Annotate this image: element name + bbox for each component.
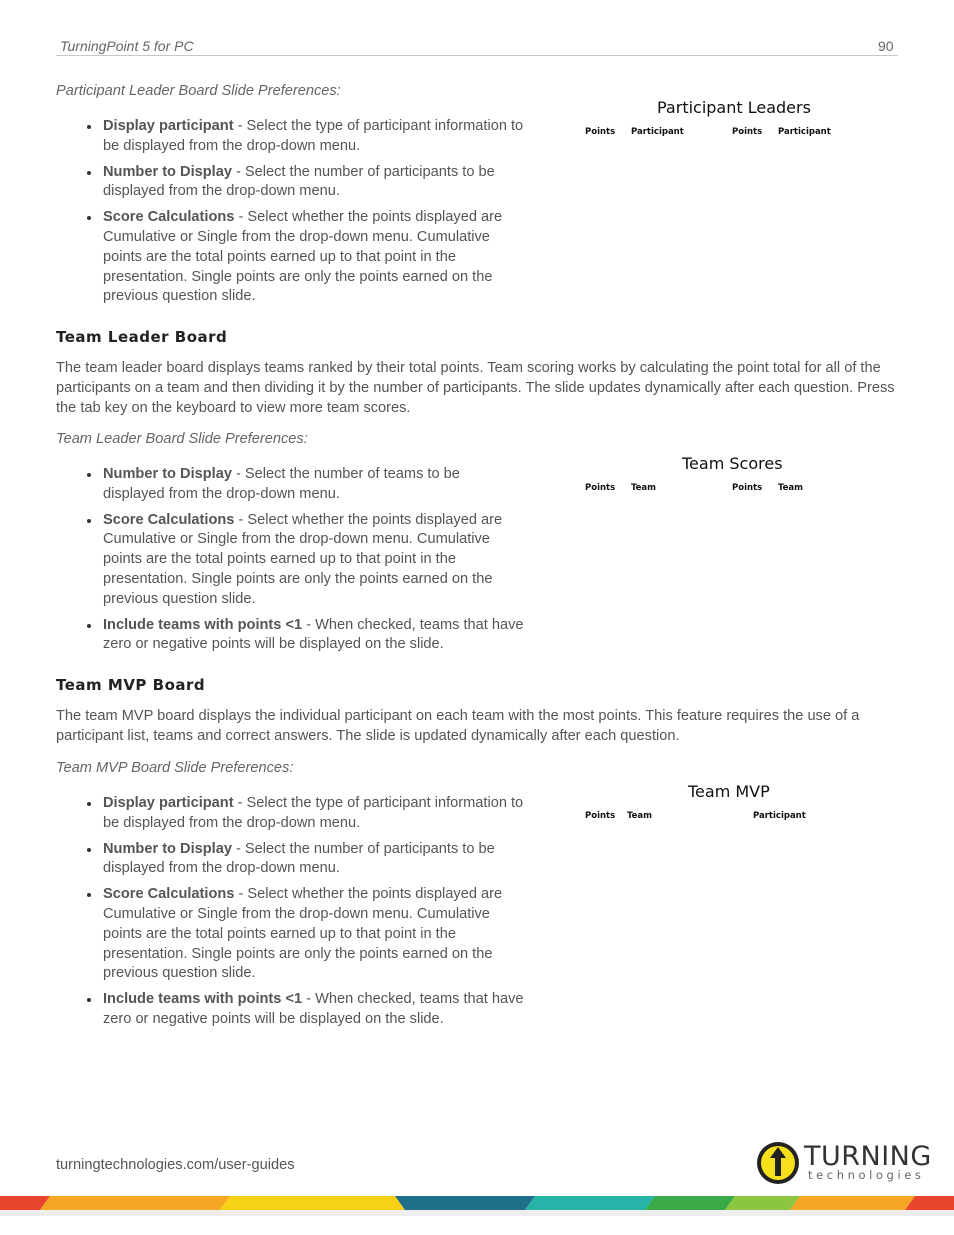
section-heading-team-mvp: Team MVP Board <box>56 676 206 694</box>
footer-url: turningtechnologies.com/user-guides <box>56 1157 295 1173</box>
column-header: Points <box>585 127 616 137</box>
team-leader-prefs-list <box>84 465 524 661</box>
slide-title: Team MVP <box>688 782 770 801</box>
column-header: Participant <box>753 811 806 821</box>
list-item: Display participant - Select the type of participant information to be displayed from the drop-down menu. <box>84 117 524 157</box>
column-header: Participant <box>631 127 684 137</box>
footer-stripe-shadow <box>0 1210 954 1216</box>
page-number: 90 <box>878 38 894 54</box>
logo-subtext: technologies <box>808 1168 925 1182</box>
slide-title: Participant Leaders <box>657 98 811 117</box>
team-leader-description: The team leader board displays teams ranked by their total points. Team scoring works by calculating the point total for all of the participants on a team and then dividing it by the number of participants. The slide updates dynamically after each question. Press the tab key on the keyboard to view more team scores. <box>56 360 895 416</box>
header-divider <box>56 55 898 56</box>
list-item: Number to Display - Select the number of teams to be displayed from the drop-down menu. <box>84 465 524 505</box>
logo-wordmark: TURNING <box>804 1141 932 1172</box>
footer-color-stripe <box>0 1196 954 1210</box>
participant-prefs-label: Participant Leader Board Slide Preferences: <box>56 83 341 99</box>
column-header: Points <box>732 127 763 137</box>
document-title: TurningPoint 5 for PC <box>60 38 194 54</box>
list-item: Score Calculations - Select whether the points displayed are Cumulative or Single from the drop-down menu. Cumulative points are the total points earned up to that point in the presentation. Single points are only the points earned on the previous question slide. <box>84 885 524 984</box>
participant-prefs-list <box>84 117 524 313</box>
team-mvp-prefs-label: Team MVP Board Slide Preferences: <box>56 760 294 776</box>
column-header: Team <box>627 811 653 821</box>
list-item: Display participant - Select the type of participant information to be displayed from the drop-down menu. <box>84 794 524 834</box>
column-header: Participant <box>778 127 831 137</box>
column-header: Team <box>631 483 657 493</box>
list-item: Include teams with points <1 - When checked, teams that have zero or negative points will be displayed on the slide. <box>84 990 524 1030</box>
column-header: Points <box>585 811 616 821</box>
list-item: Number to Display - Select the number of participants to be displayed from the drop-down menu. <box>84 840 524 880</box>
list-item: Score Calculations - Select whether the points displayed are Cumulative or Single from the drop-down menu. Cumulative points are the total points earned up to that point in the presentation. Single points are only the points earned on the previous question slide. <box>84 208 524 307</box>
column-header: Points <box>732 483 763 493</box>
turning-logo <box>756 1140 932 1186</box>
team-mvp-description: The team MVP board displays the individual participant on each team with the most points. This feature requires the use of a participant list, teams and correct answers. The slide is updated dynamically after each question. <box>56 708 860 744</box>
list-item: Score Calculations - Select whether the points displayed are Cumulative or Single from the drop-down menu. Cumulative points are the total points earned up to that point in the presentation. Single points are only the points earned on the previous question slide. <box>84 511 524 610</box>
team-mvp-prefs-list <box>84 794 524 1036</box>
column-header: Points <box>585 483 616 493</box>
slide-title: Team Scores <box>682 454 783 473</box>
team-leader-prefs-label: Team Leader Board Slide Preferences: <box>56 431 308 447</box>
section-heading-team-leader: Team Leader Board <box>56 328 228 346</box>
list-item: Include teams with points <1 - When checked, teams that have zero or negative points will be displayed on the slide. <box>84 616 524 656</box>
column-header: Team <box>778 483 804 493</box>
list-item: Number to Display - Select the number of participants to be displayed from the drop-down menu. <box>84 163 524 203</box>
